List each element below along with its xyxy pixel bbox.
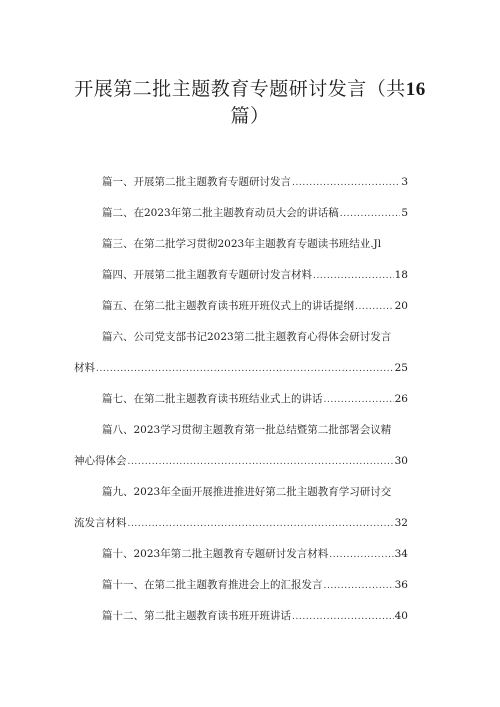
toc-entry-4[interactable] <box>102 268 408 283</box>
toc-entry-title: 篇二、在2023年第二批主题教育动员大会的讲话稿 <box>102 207 339 219</box>
toc-entry-11[interactable] <box>102 578 408 593</box>
toc-entry-8-continued[interactable] <box>74 454 408 469</box>
toc-entry-6[interactable] <box>102 330 412 344</box>
toc-entry-page: 30 <box>394 455 408 467</box>
toc-entry-7[interactable] <box>102 392 408 407</box>
toc-entry-12[interactable] <box>102 609 408 624</box>
toc-entry-page: 18 <box>394 269 408 281</box>
toc-leader-dots <box>292 610 394 624</box>
toc-entry-5[interactable] <box>102 299 408 314</box>
toc-entry-page: 34 <box>394 548 408 560</box>
toc-leader-dots <box>96 362 394 376</box>
toc-entry-title: 篇四、开展第二批主题教育专题研讨发言材料 <box>102 269 312 281</box>
toc-leader-dots <box>128 455 394 469</box>
toc-leader-dots <box>329 548 393 562</box>
toc-entry-title: 材料 <box>74 362 95 374</box>
toc-entry-title: 流发言材料 <box>74 517 127 529</box>
toc-entry-page: 25 <box>394 362 408 374</box>
toc-leader-dots <box>324 393 394 407</box>
toc-entry-title: 篇五、在第二批主题教育读书班开班仪式上的讲话提纲 <box>102 300 354 312</box>
toc-entry-2[interactable] <box>102 206 408 221</box>
toc-entry-page: 36 <box>394 579 408 591</box>
toc-entry-8[interactable] <box>102 423 412 437</box>
toc-entry-10[interactable] <box>102 547 408 562</box>
document-title <box>60 76 440 129</box>
toc-entry-title: 篇十一、在第二批主题教育推进会上的汇报发言 <box>102 579 323 591</box>
title-line-2: 篇） <box>230 105 270 127</box>
title-line-1 <box>60 76 440 103</box>
toc-entry-title: 篇九、2023年全面开展推进推进好第二批主题教育学习研讨交 <box>102 486 392 498</box>
toc-entry-page: 32 <box>394 517 408 529</box>
toc-entry-9-continued[interactable] <box>74 516 408 531</box>
toc-entry-title: 篇一、开展第二批主题教育专题研讨发言 <box>102 176 291 188</box>
toc-entry-title: 篇十、2023年第二批主题教育专题研讨发言材料 <box>102 548 329 560</box>
toc-leader-dots <box>313 269 394 283</box>
toc-entry-title: 篇八、2023学习贯彻主题教育第一批总结暨第二批部署会议精 <box>102 424 392 436</box>
toc-entry-title: 篇三、在第二批学习贯彻2023年主题教育专题读书班结业.Jl <box>102 238 382 250</box>
toc-entry-page: 26 <box>394 393 408 405</box>
toc-leader-dots <box>324 579 394 593</box>
toc-entry-9[interactable] <box>102 485 412 499</box>
title-count: 16 <box>405 79 426 100</box>
toc-entry-6-continued[interactable] <box>74 361 408 376</box>
toc-entry-1[interactable] <box>102 175 408 190</box>
toc-leader-dots <box>355 300 394 314</box>
toc-entry-3[interactable] <box>102 237 412 251</box>
toc-entry-title: 神心得体会 <box>74 455 127 467</box>
toc-entry-title: 篇七、在第二批主题教育读书班结业式上的讲话 <box>102 393 323 405</box>
toc-leader-dots <box>292 176 400 190</box>
toc-leader-dots <box>128 517 394 531</box>
toc-entry-title: 篇六、公司党支部书记2023第二批主题教育心得体会研讨发言 <box>102 331 392 343</box>
toc-leader-dots <box>340 207 401 221</box>
title-text: 开展第二批主题教育专题研讨发言（共 <box>74 78 406 100</box>
toc-entry-page: 40 <box>394 610 408 622</box>
toc-entry-page: 20 <box>394 300 408 312</box>
toc-entry-title: 篇十二、第二批主题教育读书班开班讲话 <box>102 610 291 622</box>
toc-entry-page: 3 <box>401 176 408 188</box>
toc-entry-page: 5 <box>401 207 408 219</box>
